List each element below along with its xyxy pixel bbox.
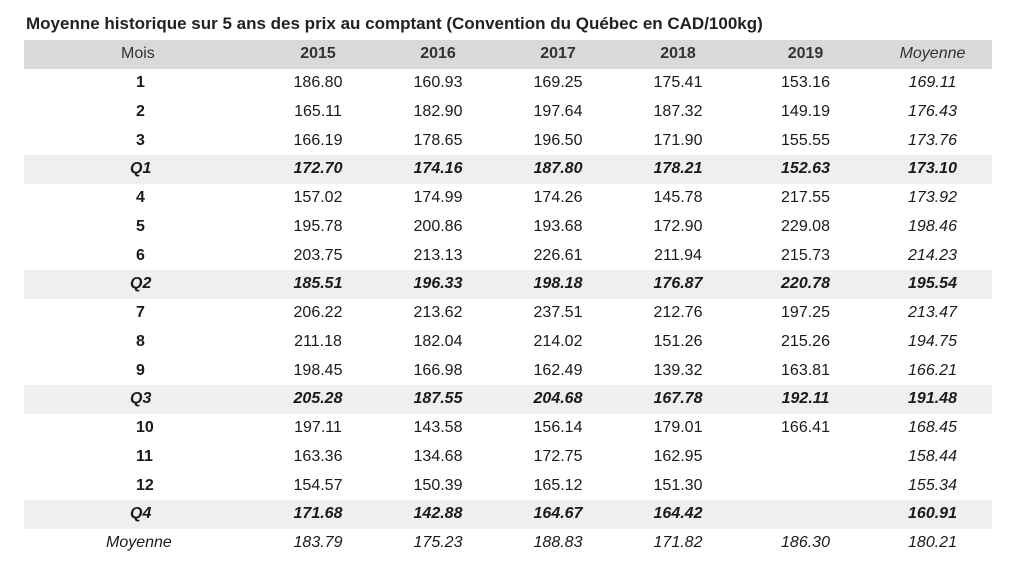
cell-moyenne: 214.23	[908, 246, 957, 264]
cell-moyenne: 168.45	[908, 419, 957, 437]
cell-mois: Q3	[130, 390, 152, 408]
cell-2018: 139.32	[653, 361, 703, 379]
cell-2017: 169.25	[533, 74, 583, 92]
cell-mois: 4	[136, 189, 145, 207]
cell-2015: 157.02	[293, 189, 343, 207]
cell-2017: 164.67	[533, 505, 583, 523]
cell-mois: Q2	[130, 275, 152, 293]
cell-mois: Moyenne	[106, 534, 172, 552]
cell-moyenne: 176.43	[908, 102, 957, 120]
cell-2016: 200.86	[413, 217, 463, 235]
cell-2019: 192.11	[781, 390, 830, 408]
cell-2018: 171.90	[653, 131, 703, 149]
cell-2017: 197.64	[533, 102, 583, 120]
cell-2019: 215.73	[781, 246, 830, 264]
cell-2018: 145.78	[653, 189, 703, 207]
cell-mois: 8	[136, 332, 145, 350]
cell-moyenne: 191.48	[908, 390, 957, 408]
cell-2019: 186.30	[781, 534, 830, 552]
cell-2018: 211.94	[654, 246, 702, 264]
cell-2016: 174.99	[413, 189, 463, 207]
cell-2015: 211.18	[294, 332, 342, 350]
cell-2016: 213.13	[413, 246, 463, 264]
cell-mois: Q4	[130, 505, 152, 523]
cell-2017: 187.80	[533, 160, 583, 178]
cell-2015: 186.80	[293, 74, 343, 92]
cell-moyenne: 160.91	[908, 505, 957, 523]
cell-2015: 203.75	[293, 246, 343, 264]
cell-moyenne: 166.21	[908, 361, 957, 379]
cell-2016: 182.04	[413, 332, 463, 350]
cell-mois: 1	[136, 74, 145, 92]
total-row	[24, 529, 992, 558]
cell-2018: 212.76	[653, 304, 703, 322]
cell-2016: 175.23	[413, 534, 463, 552]
cell-2016: 196.33	[413, 275, 463, 293]
table-title: Moyenne historique sur 5 ans des prix au comptant (Convention du Québec en CAD/100kg)	[26, 14, 763, 33]
table-row	[24, 69, 992, 98]
cell-2016: 160.93	[413, 74, 463, 92]
cell-moyenne: 198.46	[908, 217, 957, 235]
cell-2015: 205.28	[293, 390, 343, 408]
cell-2017: 188.83	[533, 534, 583, 552]
cell-2016: 213.62	[413, 304, 463, 322]
cell-2017: 165.12	[533, 476, 583, 494]
cell-moyenne: 173.10	[908, 160, 957, 178]
cell-2019: 149.19	[781, 102, 830, 120]
cell-2019: 215.26	[781, 332, 830, 350]
cell-2019: 163.81	[781, 361, 830, 379]
table-row	[24, 213, 992, 242]
cell-mois: 2	[136, 102, 145, 120]
table-row	[24, 98, 992, 127]
cell-2017: 172.75	[533, 447, 583, 465]
cell-2015: 183.79	[293, 534, 343, 552]
cell-2015: 206.22	[293, 304, 343, 322]
cell-2018: 175.41	[653, 74, 703, 92]
cell-2017: 237.51	[533, 304, 583, 322]
cell-2019: 220.78	[781, 275, 830, 293]
table-row	[24, 471, 992, 500]
cell-mois: 9	[136, 361, 145, 379]
cell-2018: 151.30	[653, 476, 703, 494]
cell-moyenne: 180.21	[908, 534, 957, 552]
cell-2015: 195.78	[293, 217, 343, 235]
cell-2017: 174.26	[533, 189, 583, 207]
cell-2019: 217.55	[781, 189, 830, 207]
cell-moyenne: 158.44	[908, 447, 957, 465]
cell-moyenne: 173.76	[908, 131, 957, 149]
cell-2015: 171.68	[293, 505, 343, 523]
table-row	[24, 184, 992, 213]
cell-2018: 162.95	[653, 447, 703, 465]
cell-moyenne: 213.47	[908, 304, 957, 322]
cell-2016: 142.88	[413, 505, 463, 523]
cell-2019: 155.55	[781, 131, 830, 149]
cell-2018: 151.26	[653, 332, 703, 350]
quarter-row	[24, 385, 992, 414]
header-row	[24, 40, 992, 69]
cell-2017: 226.61	[533, 246, 583, 264]
table-row	[24, 356, 992, 385]
cell-2018: 178.21	[653, 160, 703, 178]
header-2019: 2019	[787, 45, 824, 63]
cell-2015: 163.36	[293, 447, 343, 465]
cell-mois: 3	[136, 131, 145, 149]
cell-2015: 154.57	[293, 476, 343, 494]
table-row	[24, 443, 992, 472]
cell-mois: 6	[136, 246, 145, 264]
cell-2016: 166.98	[413, 361, 463, 379]
cell-2018: 179.01	[653, 419, 703, 437]
cell-2019: 166.41	[781, 419, 830, 437]
cell-mois: 5	[136, 217, 145, 235]
cell-moyenne: 195.54	[908, 275, 957, 293]
header-2016: 2016	[420, 45, 456, 63]
cell-2016: 178.65	[413, 131, 463, 149]
cell-mois: 7	[136, 304, 145, 322]
cell-2018: 171.82	[653, 534, 703, 552]
quarter-row	[24, 155, 992, 184]
cell-2019: 153.16	[781, 74, 830, 92]
cell-2018: 176.87	[653, 275, 703, 293]
cell-2019	[738, 471, 873, 500]
cell-2015: 166.19	[293, 131, 343, 149]
cell-2015: 197.11	[294, 419, 342, 437]
cell-2017: 162.49	[533, 361, 583, 379]
cell-mois: 12	[136, 476, 154, 494]
cell-2018: 172.90	[653, 217, 703, 235]
header-moyenne: Moyenne	[899, 45, 966, 63]
quarter-row	[24, 500, 992, 529]
cell-2016: 134.68	[413, 447, 463, 465]
header-mois: Mois	[121, 45, 155, 63]
quarter-row	[24, 270, 992, 299]
cell-2017: 198.18	[533, 275, 583, 293]
cell-moyenne: 194.75	[908, 332, 957, 350]
cell-2017: 196.50	[533, 131, 583, 149]
price-table	[24, 40, 992, 558]
cell-2015: 172.70	[293, 160, 343, 178]
cell-moyenne: 169.11	[908, 74, 957, 92]
header-2018: 2018	[660, 45, 696, 63]
cell-2016: 174.16	[413, 160, 463, 178]
cell-moyenne: 155.34	[908, 476, 957, 494]
cell-2019: 229.08	[781, 217, 830, 235]
cell-mois: 11	[136, 447, 153, 465]
header-2017: 2017	[540, 45, 576, 63]
cell-2018: 164.42	[653, 505, 703, 523]
cell-2015: 185.51	[293, 275, 343, 293]
cell-mois: 10	[136, 419, 154, 437]
cell-2017: 193.68	[533, 217, 583, 235]
header-2015: 2015	[300, 45, 336, 63]
table-row	[24, 126, 992, 155]
table-row	[24, 241, 992, 270]
cell-2016: 187.55	[413, 390, 463, 408]
cell-2016: 143.58	[413, 419, 463, 437]
cell-2019: 197.25	[781, 304, 830, 322]
cell-2016: 182.90	[413, 102, 463, 120]
cell-moyenne: 173.92	[908, 189, 957, 207]
cell-2016: 150.39	[413, 476, 463, 494]
cell-2019: 152.63	[781, 160, 830, 178]
table-row	[24, 414, 992, 443]
cell-2017: 156.14	[533, 419, 583, 437]
cell-2017: 214.02	[533, 332, 583, 350]
table-row	[24, 328, 992, 357]
table-row	[24, 299, 992, 328]
cell-2019	[738, 443, 873, 472]
cell-2019	[738, 500, 873, 529]
cell-mois: Q1	[130, 160, 152, 178]
cell-2018: 167.78	[653, 390, 703, 408]
cell-2015: 165.11	[294, 102, 342, 120]
cell-2017: 204.68	[533, 390, 583, 408]
cell-2018: 187.32	[653, 102, 703, 120]
cell-2015: 198.45	[293, 361, 343, 379]
